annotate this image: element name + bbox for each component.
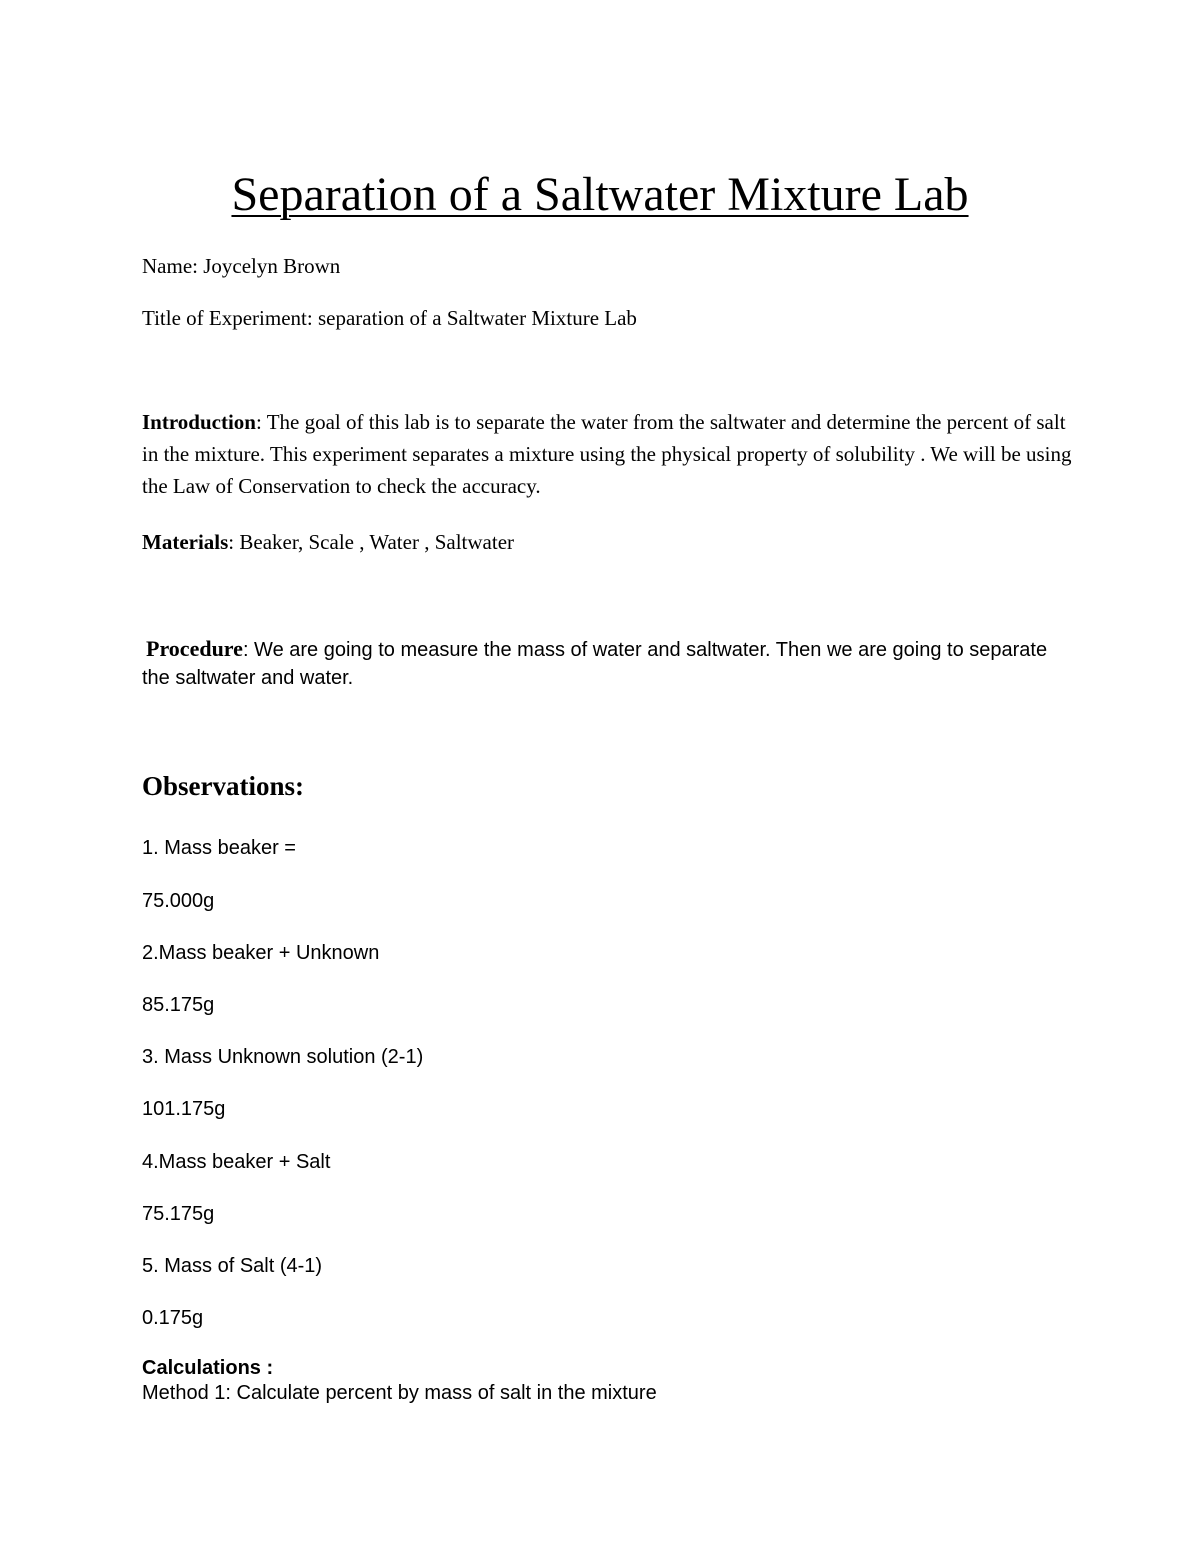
observation-line: 2.Mass beaker + Unknown xyxy=(142,942,380,964)
observation-line: 4.Mass beaker + Salt xyxy=(142,1151,331,1173)
observation-line: 75.000g xyxy=(142,890,215,912)
observation-line: 75.175g xyxy=(142,1203,215,1225)
observation-line: 101.175g xyxy=(142,1098,226,1120)
observation-line: 0.175g xyxy=(142,1307,204,1329)
observations-heading: Observations: xyxy=(142,771,304,801)
procedure-label: Procedure xyxy=(146,636,243,661)
document-title: Separation of a Saltwater Mixture Lab xyxy=(231,168,969,221)
materials-label: Materials xyxy=(142,530,229,554)
materials-paragraph xyxy=(142,526,1072,558)
observation-line: 3. Mass Unknown solution (2-1) xyxy=(142,1046,424,1068)
procedure-paragraph xyxy=(142,636,1072,693)
calculations-heading: Calculations : xyxy=(142,1357,274,1379)
observation-line: 85.175g xyxy=(142,994,215,1016)
calculation-method-line: Method 1: Calculate percent by mass of salt in the mixture xyxy=(142,1382,657,1404)
introduction-paragraph xyxy=(142,406,1072,502)
procedure-text: : We are going to measure the mass of water and saltwater. Then we are going to separate the saltwater and water. xyxy=(142,639,1048,689)
observation-line: 1. Mass beaker = xyxy=(142,837,296,859)
materials-text: : Beaker, Scale , Water , Saltwater xyxy=(228,530,515,554)
student-name-line: Name: Joycelyn Brown xyxy=(142,254,341,278)
experiment-title-line: Title of Experiment: separation of a Saltwater Mixture Lab xyxy=(142,306,637,330)
observation-line: 5. Mass of Salt (4-1) xyxy=(142,1255,323,1277)
introduction-label: Introduction xyxy=(142,410,256,434)
introduction-text: : The goal of this lab is to separate the water from the saltwater and determine the percent of salt in the mixture. This experiment separates a mixture using the physical property of solubility . We will be using the Law of Conservation to check the accuracy. xyxy=(142,410,1072,498)
